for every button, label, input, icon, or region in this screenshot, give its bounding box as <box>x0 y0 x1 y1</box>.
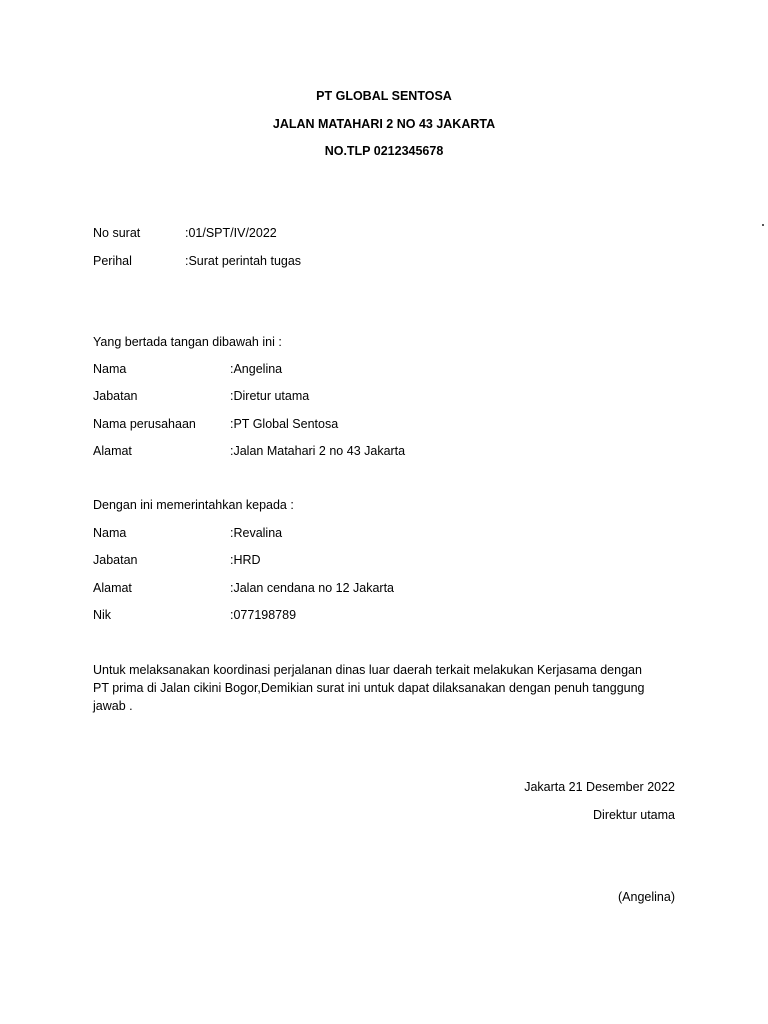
assignee-address-value: :Jalan cendana no 12 Jakarta <box>230 581 395 595</box>
company-phone: NO.TLP 0212345678 <box>324 144 444 158</box>
assignee-address-label: Alamat <box>93 581 132 595</box>
company-name: PT GLOBAL SENTOSA <box>316 89 452 103</box>
letter-number-label: No surat <box>93 226 141 240</box>
assignee-name-label: Nama <box>93 526 127 540</box>
signer-signature-name: (Angelina) <box>618 890 675 904</box>
signer-position-label: Jabatan <box>93 389 138 403</box>
assignee-nik-value: :077198789 <box>230 608 297 622</box>
body-line: jawab . <box>93 699 133 713</box>
signer-title: Direktur utama <box>593 808 675 822</box>
signer-name-label: Nama <box>93 362 127 376</box>
signer-company-value: :PT Global Sentosa <box>230 417 339 431</box>
signer-intro: Yang bertada tangan dibawah ini : <box>93 335 282 349</box>
assignee-name-value: :Revalina <box>230 526 283 540</box>
company-address: JALAN MATAHARI 2 NO 43 JAKARTA <box>272 117 496 131</box>
page-edge-mark <box>762 224 764 226</box>
body-line: PT prima di Jalan cikini Bogor,Demikian surat ini untuk dapat dilaksanakan dengan penuh tanggung <box>93 681 645 695</box>
signer-address-value: :Jalan Matahari 2 no 43 Jakarta <box>230 444 406 458</box>
signer-name-value: :Angelina <box>230 362 283 376</box>
assignee-position-label: Jabatan <box>93 553 138 567</box>
assignee-intro: Dengan ini memerintahkan kepada : <box>93 498 294 512</box>
body-line: Untuk melaksanakan koordinasi perjalanan dinas luar daerah terkait melakukan Kerjasama dengan <box>93 663 642 677</box>
letter-number-value: :01/SPT/IV/2022 <box>185 226 277 240</box>
assignee-position-value: :HRD <box>230 553 261 567</box>
place-date: Jakarta 21 Desember 2022 <box>524 780 675 794</box>
signer-position-value: :Diretur utama <box>230 389 310 403</box>
subject-label: Perihal <box>93 254 132 268</box>
letter-body <box>93 661 683 715</box>
signer-address-label: Alamat <box>93 444 132 458</box>
signer-company-label: Nama perusahaan <box>93 417 196 431</box>
subject-value: :Surat perintah tugas <box>185 254 302 268</box>
assignee-nik-label: Nik <box>93 608 112 622</box>
